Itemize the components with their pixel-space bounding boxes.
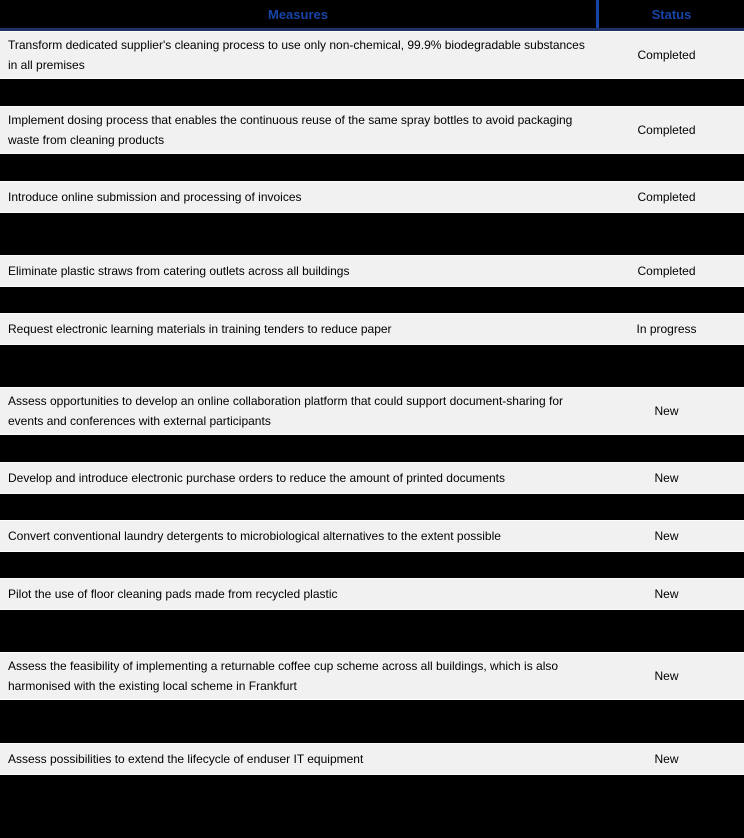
measure-cell: Convert conventional laundry detergents to microbiological alternatives to the extent possible <box>8 529 501 543</box>
column-header-measures: Measures <box>268 6 328 22</box>
measure-cell: Assess possibilities to extend the lifecycle of enduser IT equipment <box>8 752 364 766</box>
table-row <box>0 578 744 610</box>
status-cell: Completed <box>637 123 696 137</box>
status-cell: New <box>654 529 679 543</box>
status-cell: New <box>654 404 679 418</box>
table-row <box>0 255 744 287</box>
measure-cell: Develop and introduce electronic purchase orders to reduce the amount of printed documents <box>8 471 505 485</box>
status-cell: New <box>654 587 679 601</box>
measure-cell: Eliminate plastic straws from catering outlets across all buildings <box>8 264 350 278</box>
table-row <box>0 462 744 494</box>
table-row <box>0 313 744 345</box>
measure-cell: Implement dosing process that enables the continuous reuse of the same spray bottles to avoid packaging waste from cleaning products <box>8 113 573 147</box>
table-row <box>0 181 744 213</box>
table-row <box>0 106 744 154</box>
table-header-row <box>0 0 744 31</box>
measure-cell: Pilot the use of floor cleaning pads made from recycled plastic <box>8 587 338 601</box>
status-cell: New <box>654 471 679 485</box>
status-cell: Completed <box>637 264 696 278</box>
measure-cell: Introduce online submission and processing of invoices <box>8 190 302 204</box>
status-cell: Completed <box>637 190 696 204</box>
status-cell: In progress <box>636 322 697 336</box>
table-row <box>0 520 744 552</box>
measure-cell: Assess opportunities to develop an online collaboration platform that could support document-sharing for events and conferences with external participants <box>8 394 563 428</box>
column-header-status: Status <box>651 6 692 22</box>
measure-cell: Assess the feasibility of implementing a returnable coffee cup scheme across all buildings, which is also harmonised with the existing local scheme in Frankfurt <box>8 659 559 693</box>
status-cell: Completed <box>637 48 696 62</box>
measure-cell: Transform dedicated supplier's cleaning process to use only non-chemical, 99.9% biodegradable substances in all premises <box>8 38 585 72</box>
status-cell: New <box>654 752 679 766</box>
table-row <box>0 387 744 435</box>
table-row <box>0 652 744 700</box>
table-row <box>0 743 744 775</box>
status-cell: New <box>654 669 679 683</box>
table-row <box>0 31 744 79</box>
measure-cell: Request electronic learning materials in training tenders to reduce paper <box>8 322 392 336</box>
